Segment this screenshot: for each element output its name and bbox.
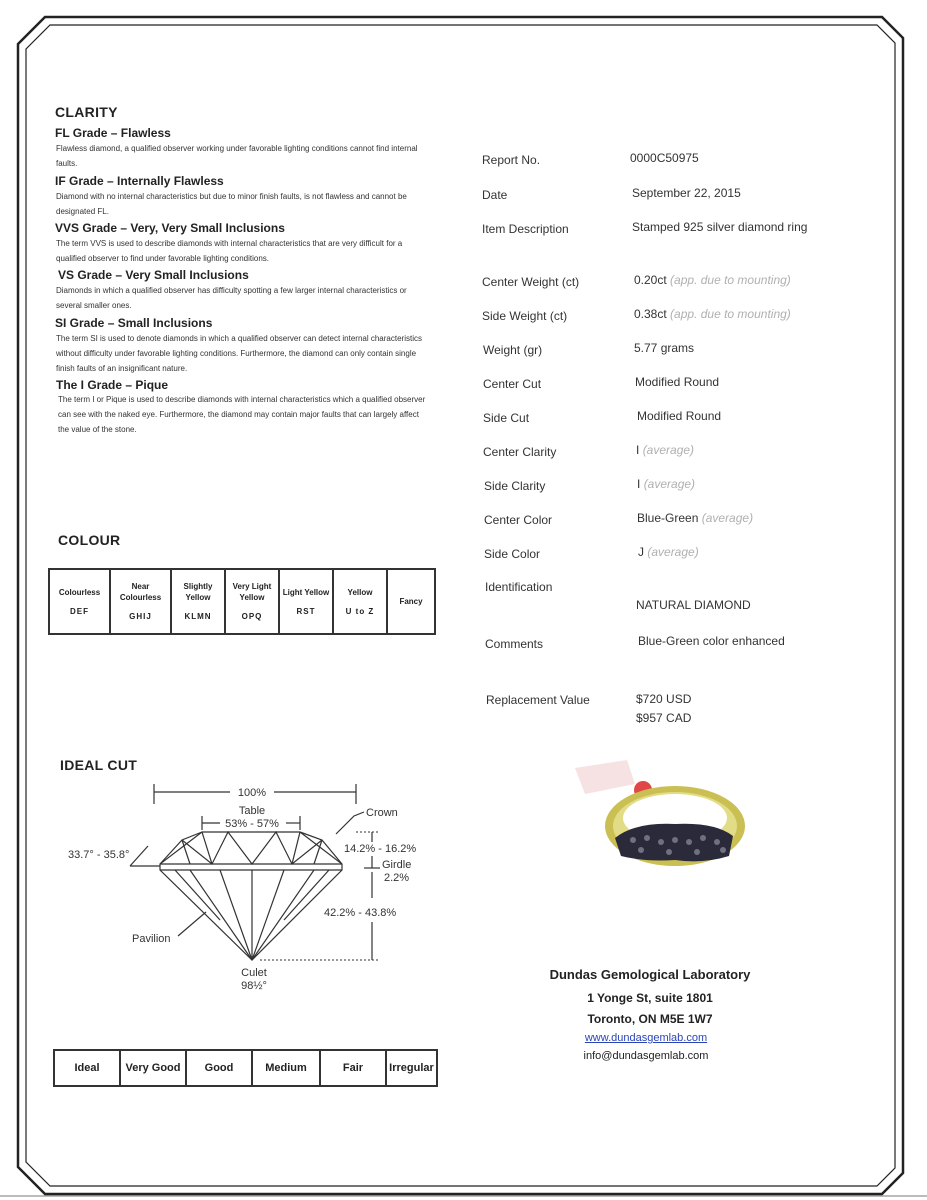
- value-side-clarity: I (average): [637, 477, 696, 491]
- grade-desc-vs: Diamonds in which a qualified observer has difficulty spotting a few larger internal characteristics or several smaller ones.: [56, 286, 407, 310]
- label-date: Date: [482, 188, 508, 202]
- lab-website-link[interactable]: www.dundasgemlab.com: [584, 1032, 708, 1044]
- colour-cell-slightly-yellow: Slightly Yellow KLMN: [171, 569, 225, 634]
- table-label: Table: [238, 805, 266, 817]
- ideal-cut-heading: IDEAL CUT: [60, 757, 138, 773]
- value-center-color: Blue-Green (average): [637, 511, 754, 525]
- colour-cell-colourless: Colourless DEF: [49, 569, 110, 634]
- lab-address-line2: Toronto, ON M5E 1W7: [587, 1012, 713, 1026]
- value-replacement-usd: $720 USD: [636, 692, 692, 706]
- colour-cell-near-colourless: Near Colourless GHIJ: [110, 569, 171, 634]
- label-side-cut: Side Cut: [483, 411, 530, 425]
- label-replacement-value: Replacement Value: [486, 693, 590, 707]
- cut-cell-very-good: Very Good: [120, 1050, 186, 1086]
- lab-address-line1: 1 Yonge St, suite 1801: [587, 991, 713, 1005]
- culet-label: Culet: [241, 967, 267, 979]
- label-center-clarity: Center Clarity: [483, 445, 557, 459]
- colour-cell-light-yellow: Light Yellow RST: [279, 569, 333, 634]
- value-center-cut: Modified Round: [635, 375, 720, 389]
- colour-cell-yellow: Yellow U to Z: [333, 569, 387, 634]
- grade-title-if: IF Grade – Internally Flawless: [55, 174, 224, 188]
- label-center-weight: Center Weight (ct): [482, 275, 580, 289]
- value-side-weight: 0.38ct (app. due to mounting): [634, 307, 791, 321]
- cut-cell-medium: Medium: [252, 1050, 320, 1086]
- cut-cell-irregular: Irregular: [386, 1050, 437, 1086]
- value-report-no: 0000C50975: [630, 151, 699, 165]
- label-center-cut: Center Cut: [483, 377, 542, 391]
- value-side-color: J (average): [638, 545, 699, 559]
- grade-title-fl: FL Grade – Flawless: [55, 126, 171, 140]
- label-side-weight: Side Weight (ct): [482, 309, 568, 323]
- lab-name: Dundas Gemological Laboratory: [549, 967, 751, 982]
- cut-cell-ideal: Ideal: [54, 1050, 120, 1086]
- grade-desc-si: The term SI is used to denote diamonds in which a qualified observer can detect internal characteristics without difficulty under favorable lighting conditions. Furthermore, the diamond can only contain single finish faults of an insignificant nature.: [56, 334, 422, 373]
- cut-cell-fair: Fair: [320, 1050, 386, 1086]
- grade-title-vs: VS Grade – Very Small Inclusions: [58, 268, 249, 282]
- value-weight-gr: 5.77 grams: [634, 341, 695, 355]
- label-center-color: Center Color: [484, 513, 553, 527]
- label-weight-gr: Weight (gr): [483, 343, 543, 357]
- grade-desc-vvs: The term VVS is used to describe diamonds with internal characteristics that are very difficult for a qualified observer to find under favorable lighting conditions.: [56, 239, 403, 263]
- table-pct-label: 53% - 57%: [225, 818, 279, 830]
- label-side-color: Side Color: [484, 547, 541, 561]
- colour-scale-table: [48, 568, 436, 635]
- value-comments: Blue-Green color enhanced: [638, 634, 785, 648]
- lab-email: info@dundasgemlab.com: [583, 1050, 709, 1062]
- crown-label: Crown: [366, 807, 398, 819]
- label-identification: Identification: [485, 580, 553, 594]
- grade-title-si: SI Grade – Small Inclusions: [55, 316, 213, 330]
- clarity-heading: CLARITY: [55, 104, 118, 120]
- value-replacement-cad: $957 CAD: [636, 711, 692, 725]
- label-side-clarity: Side Clarity: [484, 479, 546, 493]
- girdle-label: Girdle: [382, 859, 412, 871]
- cut-cell-good: Good: [186, 1050, 252, 1086]
- diamond-proportions-diagram: [60, 780, 440, 995]
- colour-cell-very-light-yellow: Very Light Yellow OPQ: [225, 569, 279, 634]
- grade-title-vvs: VVS Grade – Very, Very Small Inclusions: [55, 221, 285, 235]
- crown-height-label: 14.2% - 16.2%: [344, 843, 417, 855]
- value-date: September 22, 2015: [632, 186, 741, 200]
- culet-angle-label: 98½°: [241, 980, 267, 992]
- grade-title-i: The I Grade – Pique: [56, 378, 169, 392]
- grade-desc-fl: Flawless diamond, a qualified observer working under favorable lighting conditions cannot find internal faults.: [56, 144, 418, 168]
- value-identification: NATURAL DIAMOND: [636, 598, 751, 612]
- girdle-pct-label: 2.2%: [384, 872, 410, 884]
- cut-grade-table: [53, 1049, 438, 1087]
- pavilion-depth-label: 42.2% - 43.8%: [324, 907, 397, 919]
- value-center-weight: 0.20ct (app. due to mounting): [634, 273, 791, 287]
- width-label: 100%: [237, 787, 267, 799]
- grade-desc-i: The term I or Pique is used to describe diamonds with internal characteristics which a qualified observer can see with the naked eye. Furthermore, the diamond may contain major faults that can largely affect the value of the stone.: [58, 395, 426, 434]
- pavilion-label: Pavilion: [132, 933, 171, 945]
- colour-cell-fancy: Fancy: [387, 569, 435, 634]
- grade-desc-if: Diamond with no internal characteristics but due to minor finish faults, is not flawless and cannot be designated FL.: [56, 192, 407, 216]
- label-comments: Comments: [485, 637, 544, 651]
- diamond-outline: [160, 832, 342, 960]
- label-item-description: Item Description: [482, 222, 569, 236]
- label-report-no: Report No.: [482, 153, 541, 167]
- diamond-ring-photo: [575, 760, 745, 880]
- colour-heading: COLOUR: [58, 532, 121, 548]
- value-item-description: Stamped 925 silver diamond ring: [632, 220, 808, 234]
- crown-angle-label: 33.7° - 35.8°: [68, 849, 130, 861]
- value-side-cut: Modified Round: [637, 409, 722, 423]
- value-center-clarity: I (average): [636, 443, 695, 457]
